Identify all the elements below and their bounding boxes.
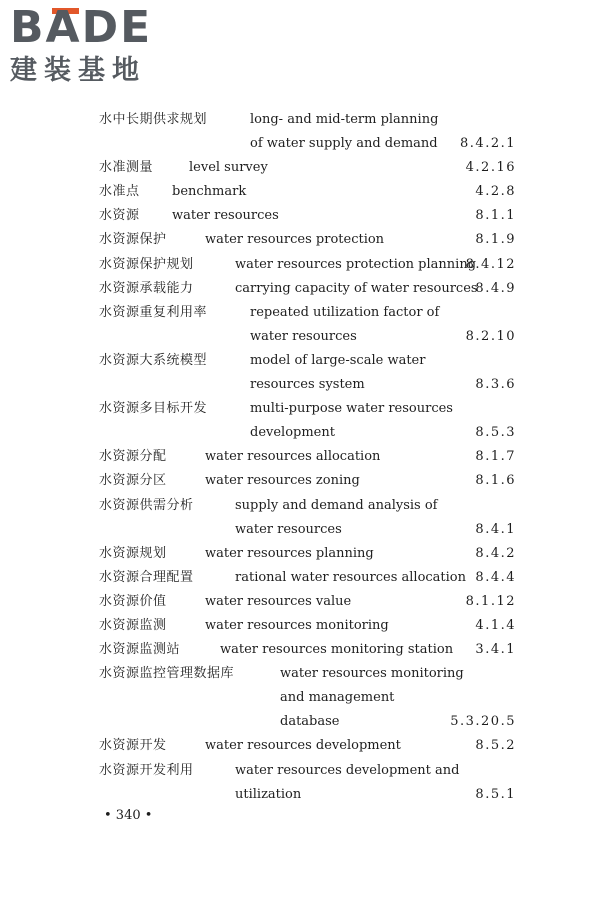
chinese-term: 水资源供需分析	[99, 497, 194, 513]
entry-line	[0, 445, 600, 469]
entry-line	[0, 710, 600, 734]
english-term: water resources monitoring	[280, 666, 464, 682]
section-reference: 8.5.2	[475, 738, 516, 754]
glossary-entry	[0, 734, 600, 758]
entry-line	[0, 204, 600, 228]
section-reference: 8.4.4	[475, 569, 516, 585]
section-reference: 4.2.8	[475, 184, 516, 200]
entry-line	[0, 228, 600, 252]
english-term: database	[280, 714, 340, 730]
section-reference: 8.4.2.1	[460, 136, 516, 152]
glossary-entry	[0, 614, 600, 638]
entry-line	[0, 349, 600, 373]
glossary-entry	[0, 542, 600, 566]
section-reference: 4.2.16	[465, 160, 516, 176]
entry-line	[0, 156, 600, 180]
section-reference: 8.5.3	[475, 425, 516, 441]
entry-line	[0, 759, 600, 783]
glossary-entry	[0, 590, 600, 614]
entry-line	[0, 325, 600, 349]
entry-line	[0, 301, 600, 325]
section-reference: 8.1.12	[465, 593, 516, 609]
entry-line	[0, 132, 600, 156]
section-reference: 8.1.7	[475, 449, 516, 465]
entry-line	[0, 542, 600, 566]
english-term: resources system	[250, 377, 365, 393]
section-reference: 8.4.9	[475, 280, 516, 296]
entry-line	[0, 662, 600, 686]
chinese-term: 水资源监控管理数据库	[99, 666, 235, 682]
section-reference: 8.1.1	[475, 208, 516, 224]
entry-line	[0, 277, 600, 301]
glossary-entry	[0, 638, 600, 662]
entry-line	[0, 469, 600, 493]
english-term: water resources development and	[235, 762, 460, 778]
english-term: water resources	[235, 521, 342, 537]
chinese-term: 水资源价值	[99, 593, 167, 609]
english-term: model of large-scale water	[250, 352, 426, 368]
chinese-term: 水资源多目标开发	[99, 401, 208, 417]
chinese-term: 水资源合理配置	[99, 569, 194, 585]
entry-line	[0, 180, 600, 204]
english-term: water resources planning	[205, 545, 374, 561]
glossary-entry	[0, 566, 600, 590]
chinese-term: 水资源分配	[99, 449, 167, 465]
english-term: long- and mid-term planning	[250, 112, 439, 127]
entry-line	[0, 421, 600, 445]
english-term: supply and demand analysis of	[235, 497, 438, 513]
chinese-term: 水资源分区	[99, 473, 167, 489]
chinese-term: 水中长期供求规划	[99, 112, 208, 127]
glossary-entry	[0, 156, 600, 180]
chinese-term: 水资源监测	[99, 617, 167, 633]
section-reference: 4.1.4	[475, 617, 516, 633]
logo-subtitle: 建装基地	[10, 55, 146, 86]
section-reference: 8.3.6	[475, 377, 516, 393]
english-term: rational water resources allocation	[235, 569, 467, 585]
entry-line	[0, 397, 600, 421]
glossary-entry	[0, 469, 600, 493]
english-term: water resources allocation	[205, 449, 381, 465]
entry-line	[0, 686, 600, 710]
section-reference: 8.4.12	[465, 256, 516, 272]
english-term: water resources	[250, 328, 357, 344]
entry-line	[0, 638, 600, 662]
chinese-term: 水资源保护规划	[99, 256, 194, 272]
glossary-entry	[0, 349, 600, 397]
chinese-term: 水资源保护	[99, 232, 167, 248]
english-term: and management	[280, 690, 395, 706]
section-reference: 8.5.1	[475, 786, 516, 802]
chinese-term: 水准测量	[99, 160, 154, 176]
entry-line	[0, 614, 600, 638]
glossary-entry	[0, 108, 600, 156]
entry-line	[0, 108, 600, 132]
section-reference: 8.4.1	[475, 521, 516, 537]
english-term: water resources zoning	[205, 473, 360, 489]
english-term: water resources monitoring station	[220, 642, 454, 658]
chinese-term: 水资源监测站	[99, 642, 181, 658]
english-term: water resources protection	[205, 232, 385, 248]
section-reference: 8.1.9	[475, 232, 516, 248]
chinese-term: 水资源大系统模型	[99, 352, 208, 368]
section-reference: 3.4.1	[475, 642, 516, 658]
entry-line	[0, 253, 600, 277]
glossary-entry	[0, 494, 600, 542]
section-reference: 8.4.2	[475, 545, 516, 561]
english-term: of water supply and demand	[250, 136, 438, 152]
english-term: benchmark	[172, 184, 247, 200]
glossary-entry	[0, 301, 600, 349]
english-term: water resources value	[205, 593, 352, 609]
section-reference: 5.3.20.5	[450, 714, 516, 730]
logo-word: BADE	[10, 2, 153, 53]
glossary-entry	[0, 180, 600, 204]
glossary-entry	[0, 277, 600, 301]
glossary-entry	[0, 253, 600, 277]
entry-line	[0, 566, 600, 590]
chinese-term: 水资源开发	[99, 738, 167, 754]
glossary-entry	[0, 204, 600, 228]
glossary-entry	[0, 228, 600, 252]
english-term: carrying capacity of water resources	[235, 280, 478, 296]
chinese-term: 水资源承载能力	[99, 280, 194, 296]
chinese-term: 水资源重复利用率	[99, 304, 208, 320]
logo	[6, 2, 182, 92]
glossary-entry	[0, 445, 600, 469]
english-term: repeated utilization factor of	[250, 304, 440, 320]
english-term: water resources	[172, 208, 279, 224]
entry-line	[0, 783, 600, 807]
entry-line	[0, 590, 600, 614]
english-term: multi-purpose water resources	[250, 401, 453, 417]
entry-line	[0, 734, 600, 758]
glossary-entry	[0, 759, 600, 807]
english-term: utilization	[235, 786, 302, 802]
chinese-term: 水资源	[99, 208, 140, 224]
english-term: water resources monitoring	[205, 617, 389, 633]
english-term: level survey	[189, 160, 268, 176]
section-reference: 8.1.6	[475, 473, 516, 489]
glossary-entry	[0, 662, 600, 734]
chinese-term: 水资源开发利用	[99, 762, 194, 778]
page-number: • 340 •	[104, 808, 153, 823]
section-reference: 8.2.10	[465, 328, 516, 344]
english-term: development	[250, 425, 335, 441]
entry-line	[0, 494, 600, 518]
english-term: water resources development	[205, 738, 401, 754]
english-term: water resources protection planning	[235, 256, 477, 272]
glossary-entries	[0, 108, 600, 807]
chinese-term: 水准点	[99, 184, 140, 200]
chinese-term: 水资源规划	[99, 545, 167, 561]
glossary-entry	[0, 397, 600, 445]
entry-line	[0, 373, 600, 397]
entry-line	[0, 518, 600, 542]
